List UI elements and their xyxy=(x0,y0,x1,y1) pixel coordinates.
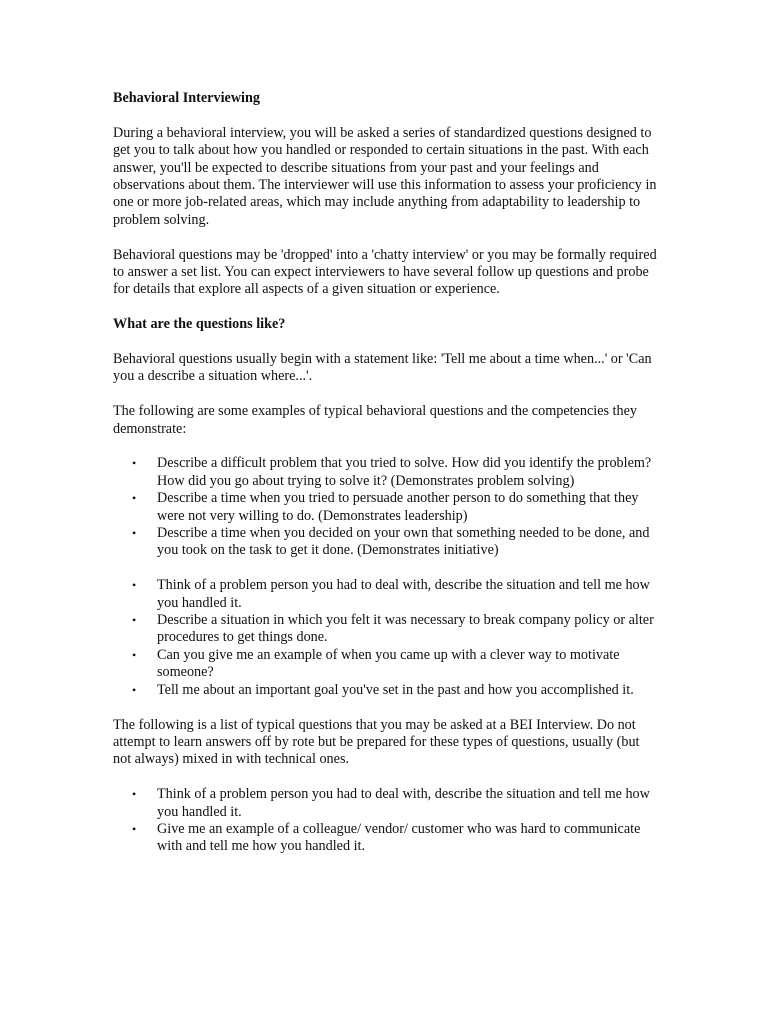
document-page xyxy=(113,90,661,873)
list-item xyxy=(113,455,661,490)
list-item xyxy=(113,612,661,647)
bullet-icon: • xyxy=(132,578,137,593)
bullet-icon: • xyxy=(132,613,137,628)
list-item xyxy=(113,786,661,821)
second-paragraph: Behavioral questions may be 'dropped' into a 'chatty interview' or you may be formally required to answer a set list. You can expect interviewers to have several follow up questions and probe for details that explore all aspects of a given situation or experience. xyxy=(113,246,657,298)
list-item-text: Describe a situation in which you felt it was necessary to break company policy or alter procedures to get things done. xyxy=(157,612,654,646)
list-item xyxy=(113,682,661,699)
questions-intro-paragraph: Behavioral questions usually begin with a statement like: 'Tell me about a time when...' or 'Can you a describe a situation where...'. xyxy=(113,351,652,385)
list-item-text: Describe a time when you decided on your own that something needed to be done, and you took on the task to get it done. (Demonstrates initiative) xyxy=(157,525,650,559)
examples-intro-paragraph: The following are some examples of typical behavioral questions and the competencies they demonstrate: xyxy=(113,403,637,437)
bullet-icon: • xyxy=(132,787,137,802)
intro-paragraph: During a behavioral interview, you will be asked a series of standardized questions designed to get you to talk about how you handled or responded to certain situations in the past. With each answer, you'll be expected to describe situations from your past and your feelings and observations about them. The interviewer will use this information to assess your proficiency in one or more job-related areas, which may include anything from adaptability to leadership to problem solving. xyxy=(113,124,657,228)
list-item xyxy=(113,525,661,560)
list-item-text: Give me an example of a colleague/ vendor/ customer who was hard to communicate with and tell me how you handled it. xyxy=(157,820,641,855)
bei-questions-list xyxy=(113,786,661,856)
bei-paragraph: The following is a list of typical questions that you may be asked at a BEI Interview. Do not attempt to learn answers off by rote but be prepared for these types of questions, usually (but not always) mixed in with technical ones. xyxy=(113,716,640,768)
list-item-text: Describe a time when you tried to persuade another person to do something that they were not very willing to do. (Demonstrates leadership) xyxy=(157,490,639,524)
bullet-icon: • xyxy=(132,491,137,506)
list-item-text: Can you give me an example of when you came up with a clever way to motivate someone? xyxy=(157,646,620,681)
list-item xyxy=(113,490,661,525)
list-item xyxy=(113,647,661,682)
bullet-icon: • xyxy=(132,456,137,471)
list-item-text: Describe a difficult problem that you tried to solve. How did you identify the problem? How did you go about trying to solve it? (Demonstrates problem solving) xyxy=(157,455,652,489)
bullet-icon: • xyxy=(132,526,137,541)
section-heading: What are the questions like? xyxy=(113,316,286,333)
list-item-text: Think of a problem person you had to deal with, describe the situation and tell me how you handled it. xyxy=(157,577,650,611)
list-item xyxy=(113,821,661,856)
bullet-icon: • xyxy=(132,821,137,836)
bullet-icon: • xyxy=(132,647,137,662)
list-item-text: Think of a problem person you had to deal with, describe the situation and tell me how you handled it. xyxy=(157,786,650,820)
list-item-text: Tell me about an important goal you've set in the past and how you accomplished it. xyxy=(157,681,634,698)
list-item xyxy=(113,577,661,612)
example-questions-list-two xyxy=(113,577,661,699)
example-questions-list-one xyxy=(113,455,661,559)
document-title: Behavioral Interviewing xyxy=(113,90,260,106)
bullet-icon: • xyxy=(132,682,137,697)
